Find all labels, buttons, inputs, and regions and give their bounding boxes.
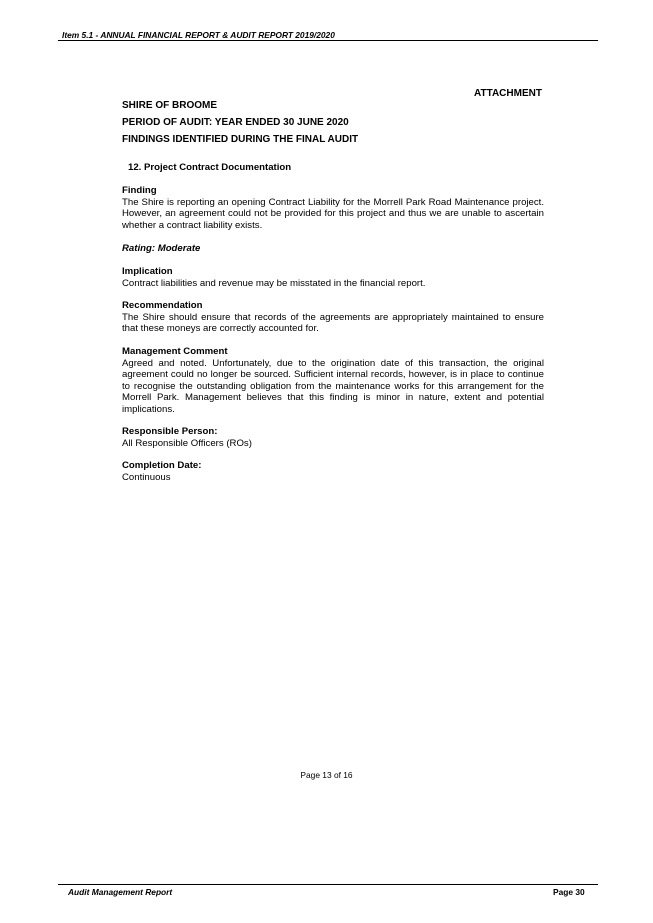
implication-block [122,266,544,289]
header-item-title: Item 5.1 - ANNUAL FINANCIAL REPORT & AUDIT REPORT 2019/2020 [62,30,335,40]
footer-page-number: Page 30 [553,887,585,897]
recommendation-block [122,300,544,335]
entity-heading: SHIRE OF BROOME [122,100,218,111]
finding-block [122,185,544,231]
management-comment-label: Management Comment [122,346,228,357]
responsible-person-block [122,426,544,449]
period-heading: PERIOD OF AUDIT: YEAR ENDED 30 JUNE 2020 [122,117,349,128]
completion-date-text: Continuous [122,471,171,483]
attachment-label: ATTACHMENT [474,88,542,99]
responsible-person-label: Responsible Person: [122,426,218,437]
management-comment-block [122,346,544,415]
responsible-person-text: All Responsible Officers (ROs) [122,437,252,449]
footer-report-name: Audit Management Report [68,887,173,897]
implication-text: Contract liabilities and revenue may be misstated in the financial report. [122,277,426,289]
rating-text: Rating: Moderate [122,243,201,254]
completion-date-label: Completion Date: [122,460,202,471]
section-title: 12. Project Contract Documentation [128,162,292,173]
finding-label: Finding [122,185,157,196]
page-number: Page 13 of 16 [300,770,353,780]
footer-divider [58,884,598,885]
completion-date-block [122,460,544,483]
recommendation-text: The Shire should ensure that records of the agreements are appropriately maintained to ensure that these moneys are correctly accounted for. [122,311,544,334]
findings-heading: FINDINGS IDENTIFIED DURING THE FINAL AUDIT [122,134,359,145]
finding-text: The Shire is reporting an opening Contract Liability for the Morrell Park Road Maintenance project. However, an agreement could not be provided for this project and thus we are unable to ascertain whether a contract liability exists. [122,196,544,231]
recommendation-label: Recommendation [122,300,203,311]
header-divider [58,40,598,41]
management-comment-text: Agreed and noted. Unfortunately, due to the origination date of this transaction, the original agreement could no longer be sourced. Sufficient internal records, however, is in place to continue to recognise the outstanding obligation from the maintenance works for this arrangement for the Morrell Park. Management believes that this finding is minor in nature, extent and potential implications. [122,357,544,415]
implication-label: Implication [122,266,173,277]
